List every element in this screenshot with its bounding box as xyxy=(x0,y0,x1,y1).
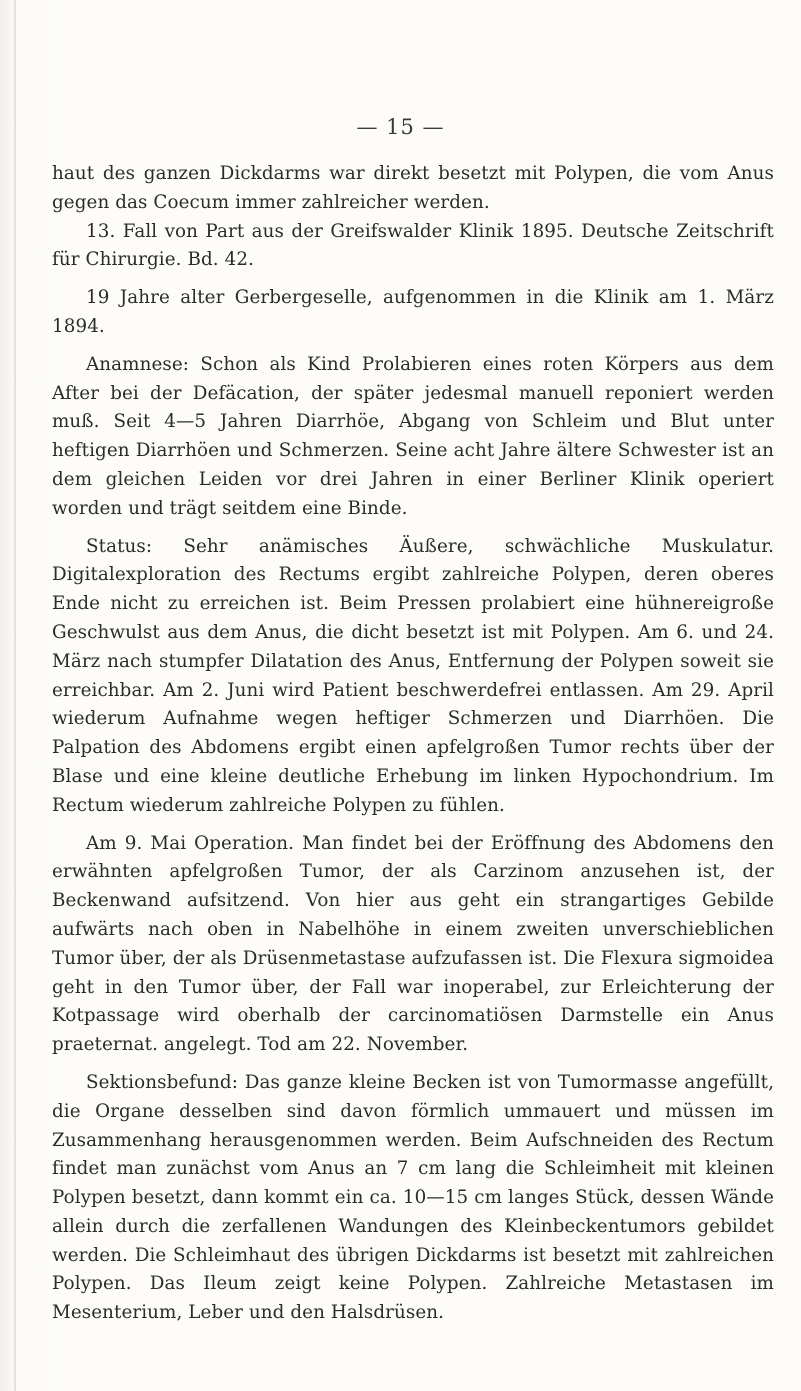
paragraph-operation: Am 9. Mai Operation. Man findet bei der Eröffnung des Abdomens den erwähnten apfelgroßen Tumor, der als Carzinom anzusehen ist, der Beckenwand aufsitzend. Von hier aus geht ein strangartiges Gebilde aufwärts nach oben in Nabelhöhe in einem zweiten unverschieblichen Tumor über, der als Drüsenmetastase aufzufassen ist. Die Flexura sigmoidea geht in den Tumor über, der Fall war inoperabel, zur Erleichterung der Kotpassage wird oberhalb der carcinomatiösen Darmstelle ein Anus praeternat. angelegt. Tod am 22. November. xyxy=(52,832,774,1056)
body-text xyxy=(52,160,774,1328)
paragraph-case-heading: 13. Fall von Part aus der Greifswalder Klinik 1895. Deutsche Zeitschrift für Chirurgie. Bd. 42. xyxy=(52,220,774,271)
paragraph-patient-intro: 19 Jahre alter Gerbergeselle, aufgenommen in die Klinik am 1. März 1894. xyxy=(52,287,774,337)
page-gutter-edge xyxy=(14,0,16,1391)
page-number-header: — 15 — xyxy=(356,115,445,139)
paragraph-continuation: haut des ganzen Dickdarms war direkt besetzt mit Polypen, die vom Anus gegen das Coecum immer zahlreicher werden. xyxy=(52,163,774,213)
paragraph-status: Status: Sehr anämisches Äußere, schwächliche Muskulatur. Digitalexploration des Rectums ergibt zahlreiche Polypen, deren oberes Ende nicht zu erreichen ist. Beim Pressen prolabiert eine hühnereigroße Geschwulst aus dem Anus, die dicht besetzt ist mit Polypen. Am 6. und 24. März nach stumpfer Dilatation des Anus, Entfernung der Polypen soweit sie erreichbar. Am 2. Juni wird Patient beschwerdefrei entlassen. Am 29. April wiederum Aufnahme wegen heftiger Schmerzen und Diarrhöen. Die Palpation des Abdomens ergibt einen apfelgroßen Tumor rechts über der Blase und eine kleine deutliche Erhebung im linken Hypochondrium. Im Rectum wiederum zahlreiche Polypen zu fühlen. xyxy=(52,535,774,816)
paragraph-anamnese: Anamnese: Schon als Kind Prolabieren eines roten Körpers aus dem After bei der Defäcation, der später jedesmal manuell reponiert werden muß. Seit 4—5 Jahren Diarrhöe, Abgang von Schleim und Blut unter heftigen Diarrhöen und Schmerzen. Seine acht Jahre ältere Schwester ist an dem gleichen Leiden vor drei Jahren in einer Berliner Klinik operiert worden und trägt seitdem eine Binde. xyxy=(52,353,774,519)
paragraph-sektionsbefund: Sektionsbefund: Das ganze kleine Becken ist von Tumormasse angefüllt, die Organe desselben sind davon förmlich ummauert und müssen im Zusammenhang herausgenommen werden. Beim Aufschneiden des Rectum findet man zunächst vom Anus an 7 cm lang die Schleimheit mit kleinen Polypen besetzt, dann kommt ein ca. 10—15 cm langes Stück, dessen Wände allein durch die zerfallenen Wandungen des Kleinbeckentumors gebildet werden. Die Schleimhaut des übrigen Dickdarms ist besetzt mit zahlreichen Polypen. Das Ileum zeigt keine Polypen. Zahlreiche Metastasen im Mesenterium, Leber und den Halsdrüsen. xyxy=(52,1071,774,1324)
